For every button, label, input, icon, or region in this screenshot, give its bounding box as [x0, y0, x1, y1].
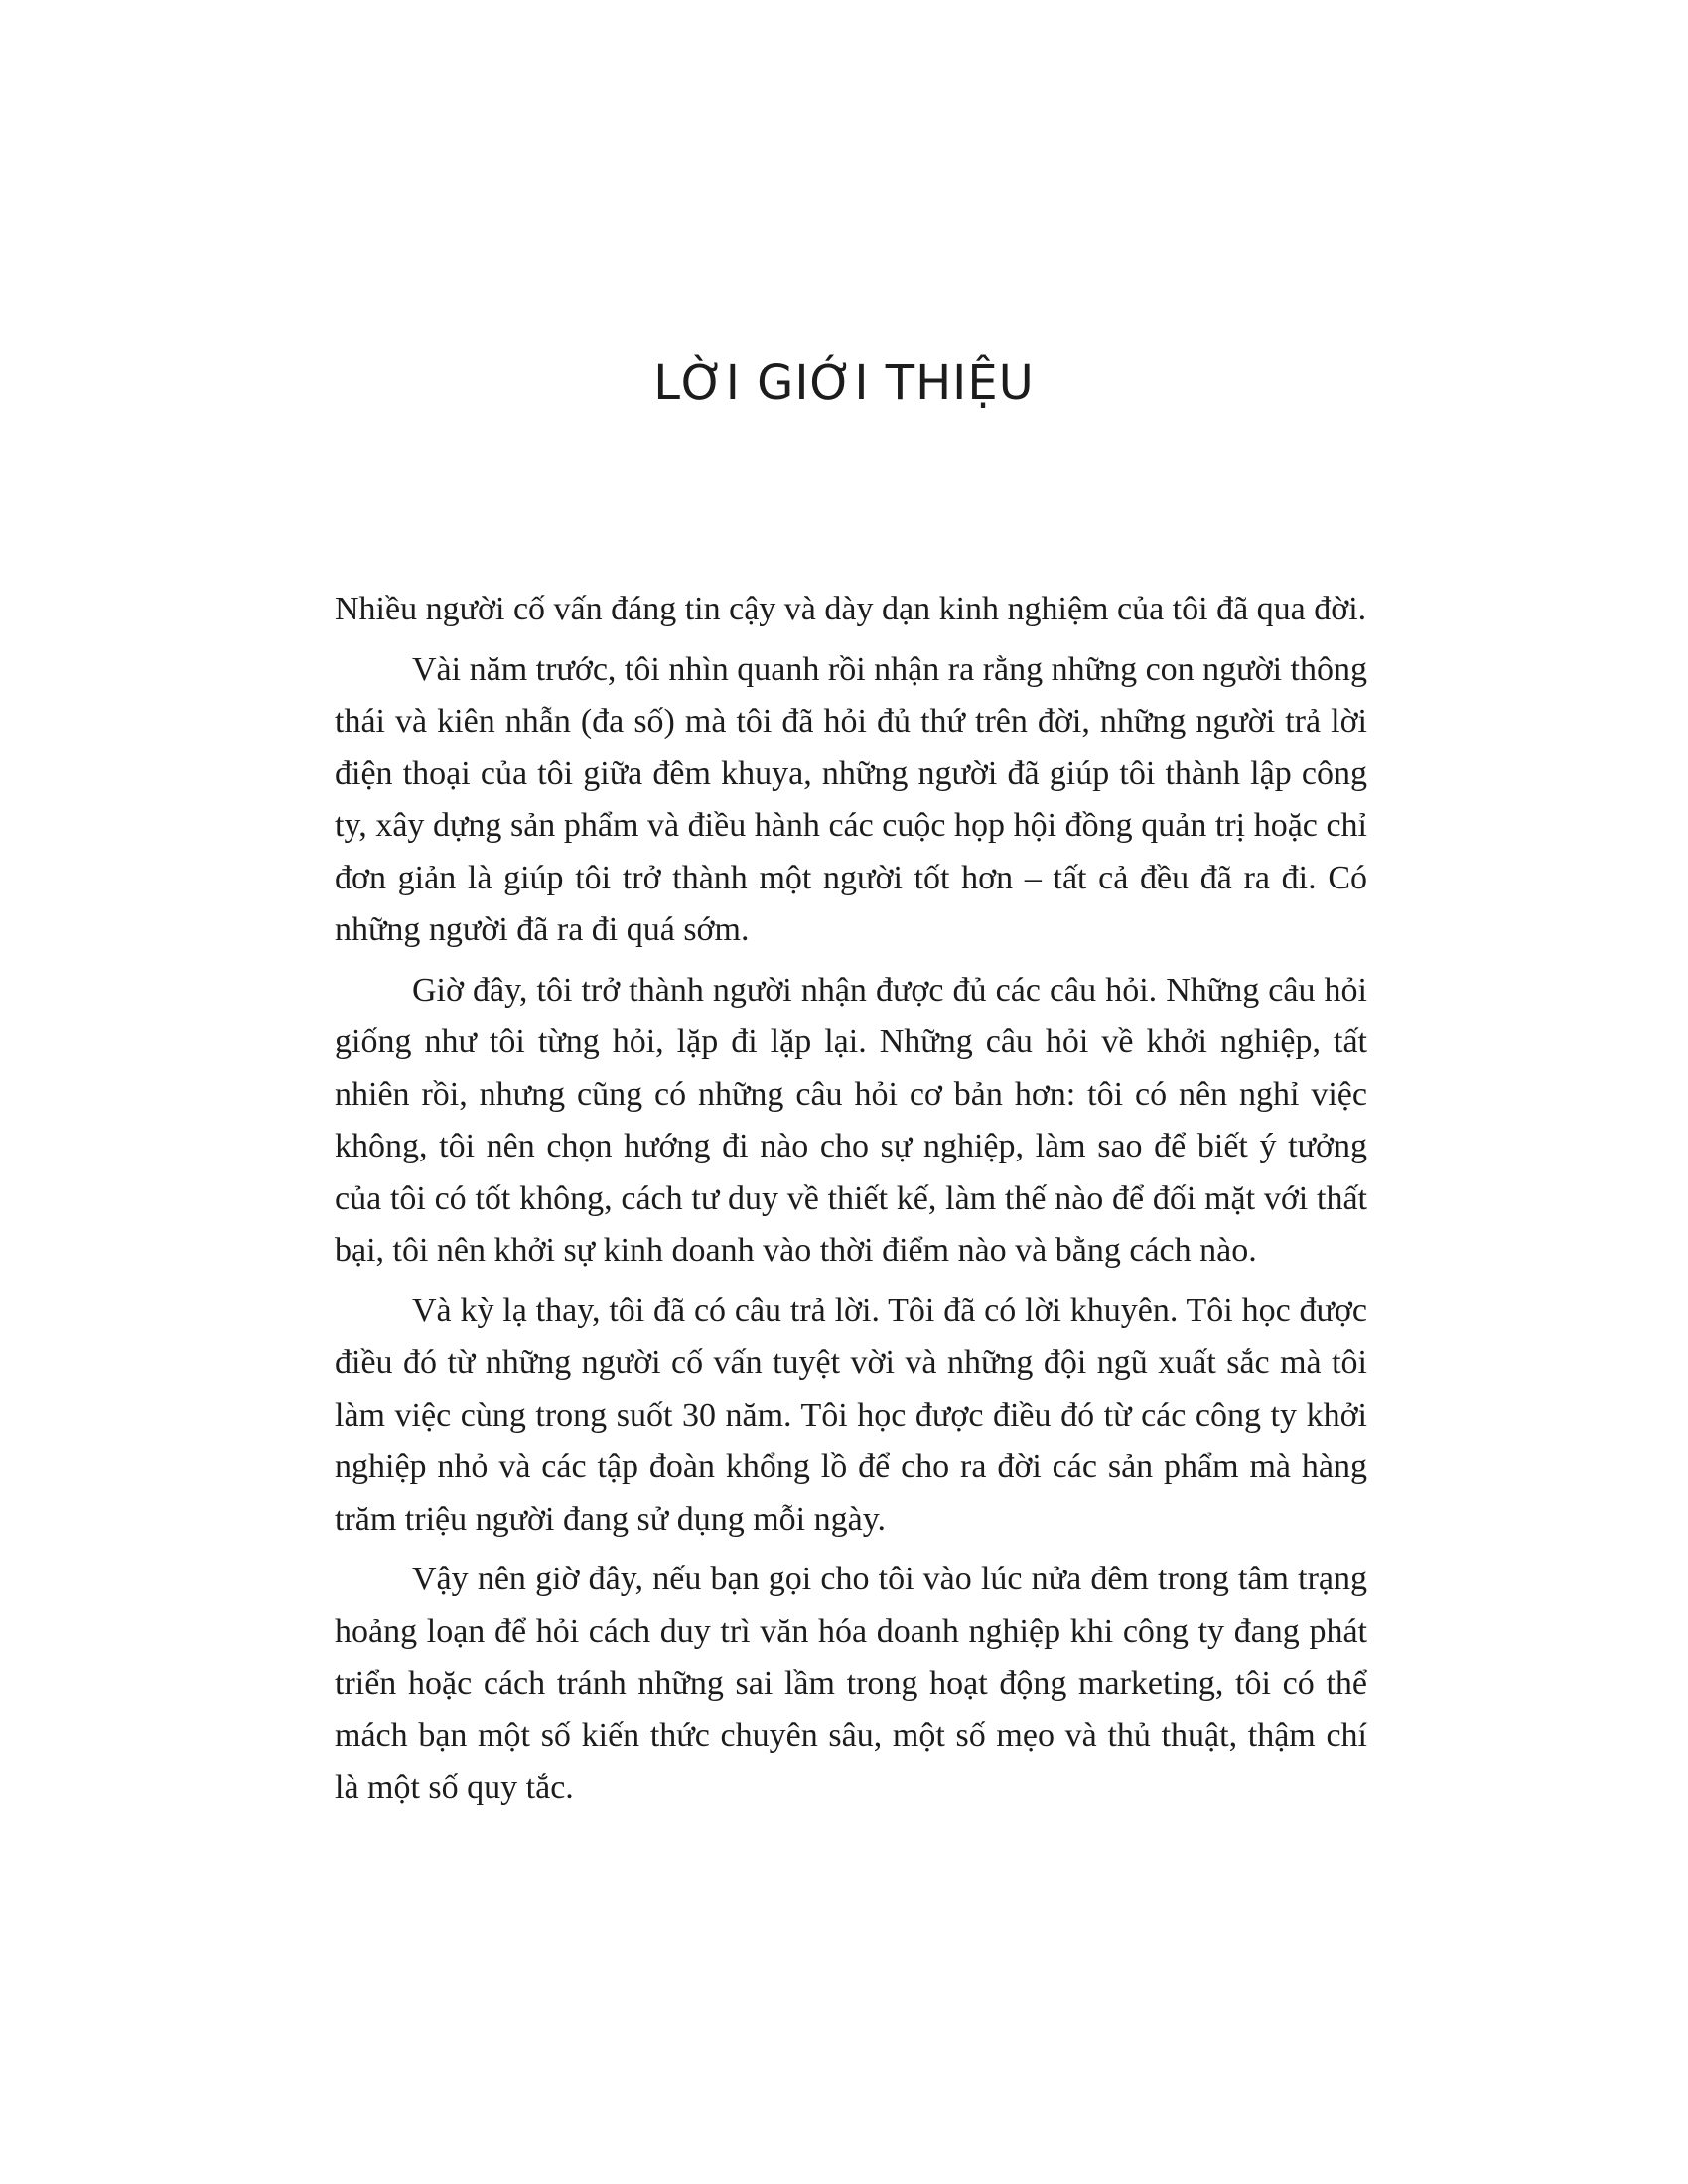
paragraph: Nhiều người cố vấn đáng tin cậy và dày dạn kinh nghiệm của tôi đã qua đời.	[335, 591, 1367, 627]
paragraph: Giờ đây, tôi trở thành người nhận được đủ các câu hỏi. Những câu hỏi giống như tôi từng hỏi, lặp đi lặp lại. Những câu hỏi về khởi nghiệp, tất nhiên rồi, nhưng cũng có những câu hỏi cơ bản hơn: tôi có nên nghỉ việc không, tôi nên chọn hướng đi nào cho sự nghiệp, làm sao để biết ý tưởng của tôi có tốt không, cách tư duy về thiết kế, làm thế nào để đối mặt với thất bại, tôi nên khởi sự kinh doanh vào thời điểm nào và bằng cách nào.	[335, 971, 1367, 1269]
chapter-title: LỜI GIỚI THIỆU	[653, 355, 1035, 411]
paragraph: Vậy nên giờ đây, nếu bạn gọi cho tôi vào lúc nửa đêm trong tâm trạng hoảng loạn để hỏi cách duy trì văn hóa doanh nghiệp khi công ty đang phát triển hoặc cách tránh những sai lầm trong hoạt động marketing, tôi có thể mách bạn một số kiến thức chuyên sâu, một số mẹo và thủ thuật, thậm chí là một số quy tắc.	[335, 1561, 1367, 1806]
paragraph: Và kỳ lạ thay, tôi đã có câu trả lời. Tôi đã có lời khuyên. Tôi học được điều đó từ những người cố vấn tuyệt vời và những đội ngũ xuất sắc mà tôi làm việc cùng trong suốt 30 năm. Tôi học được điều đó từ các công ty khởi nghiệp nhỏ và các tập đoàn khổng lồ để cho ra đời các sản phẩm mà hàng trăm triệu người đang sử dụng mỗi ngày.	[335, 1292, 1367, 1538]
paragraph: Vài năm trước, tôi nhìn quanh rồi nhận ra rằng những con người thông thái và kiên nhẫn (đa số) mà tôi đã hỏi đủ thứ trên đời, những người trả lời điện thoại của tôi giữa đêm khuya, những người đã giúp tôi thành lập công ty, xây dựng sản phẩm và điều hành các cuộc họp hội đồng quản trị hoặc chỉ đơn giản là giúp tôi trở thành một người tốt hơn – tất cả đều đã ra đi. Có những người đã ra đi quá sớm.	[335, 650, 1367, 948]
body-text	[335, 584, 1367, 1823]
